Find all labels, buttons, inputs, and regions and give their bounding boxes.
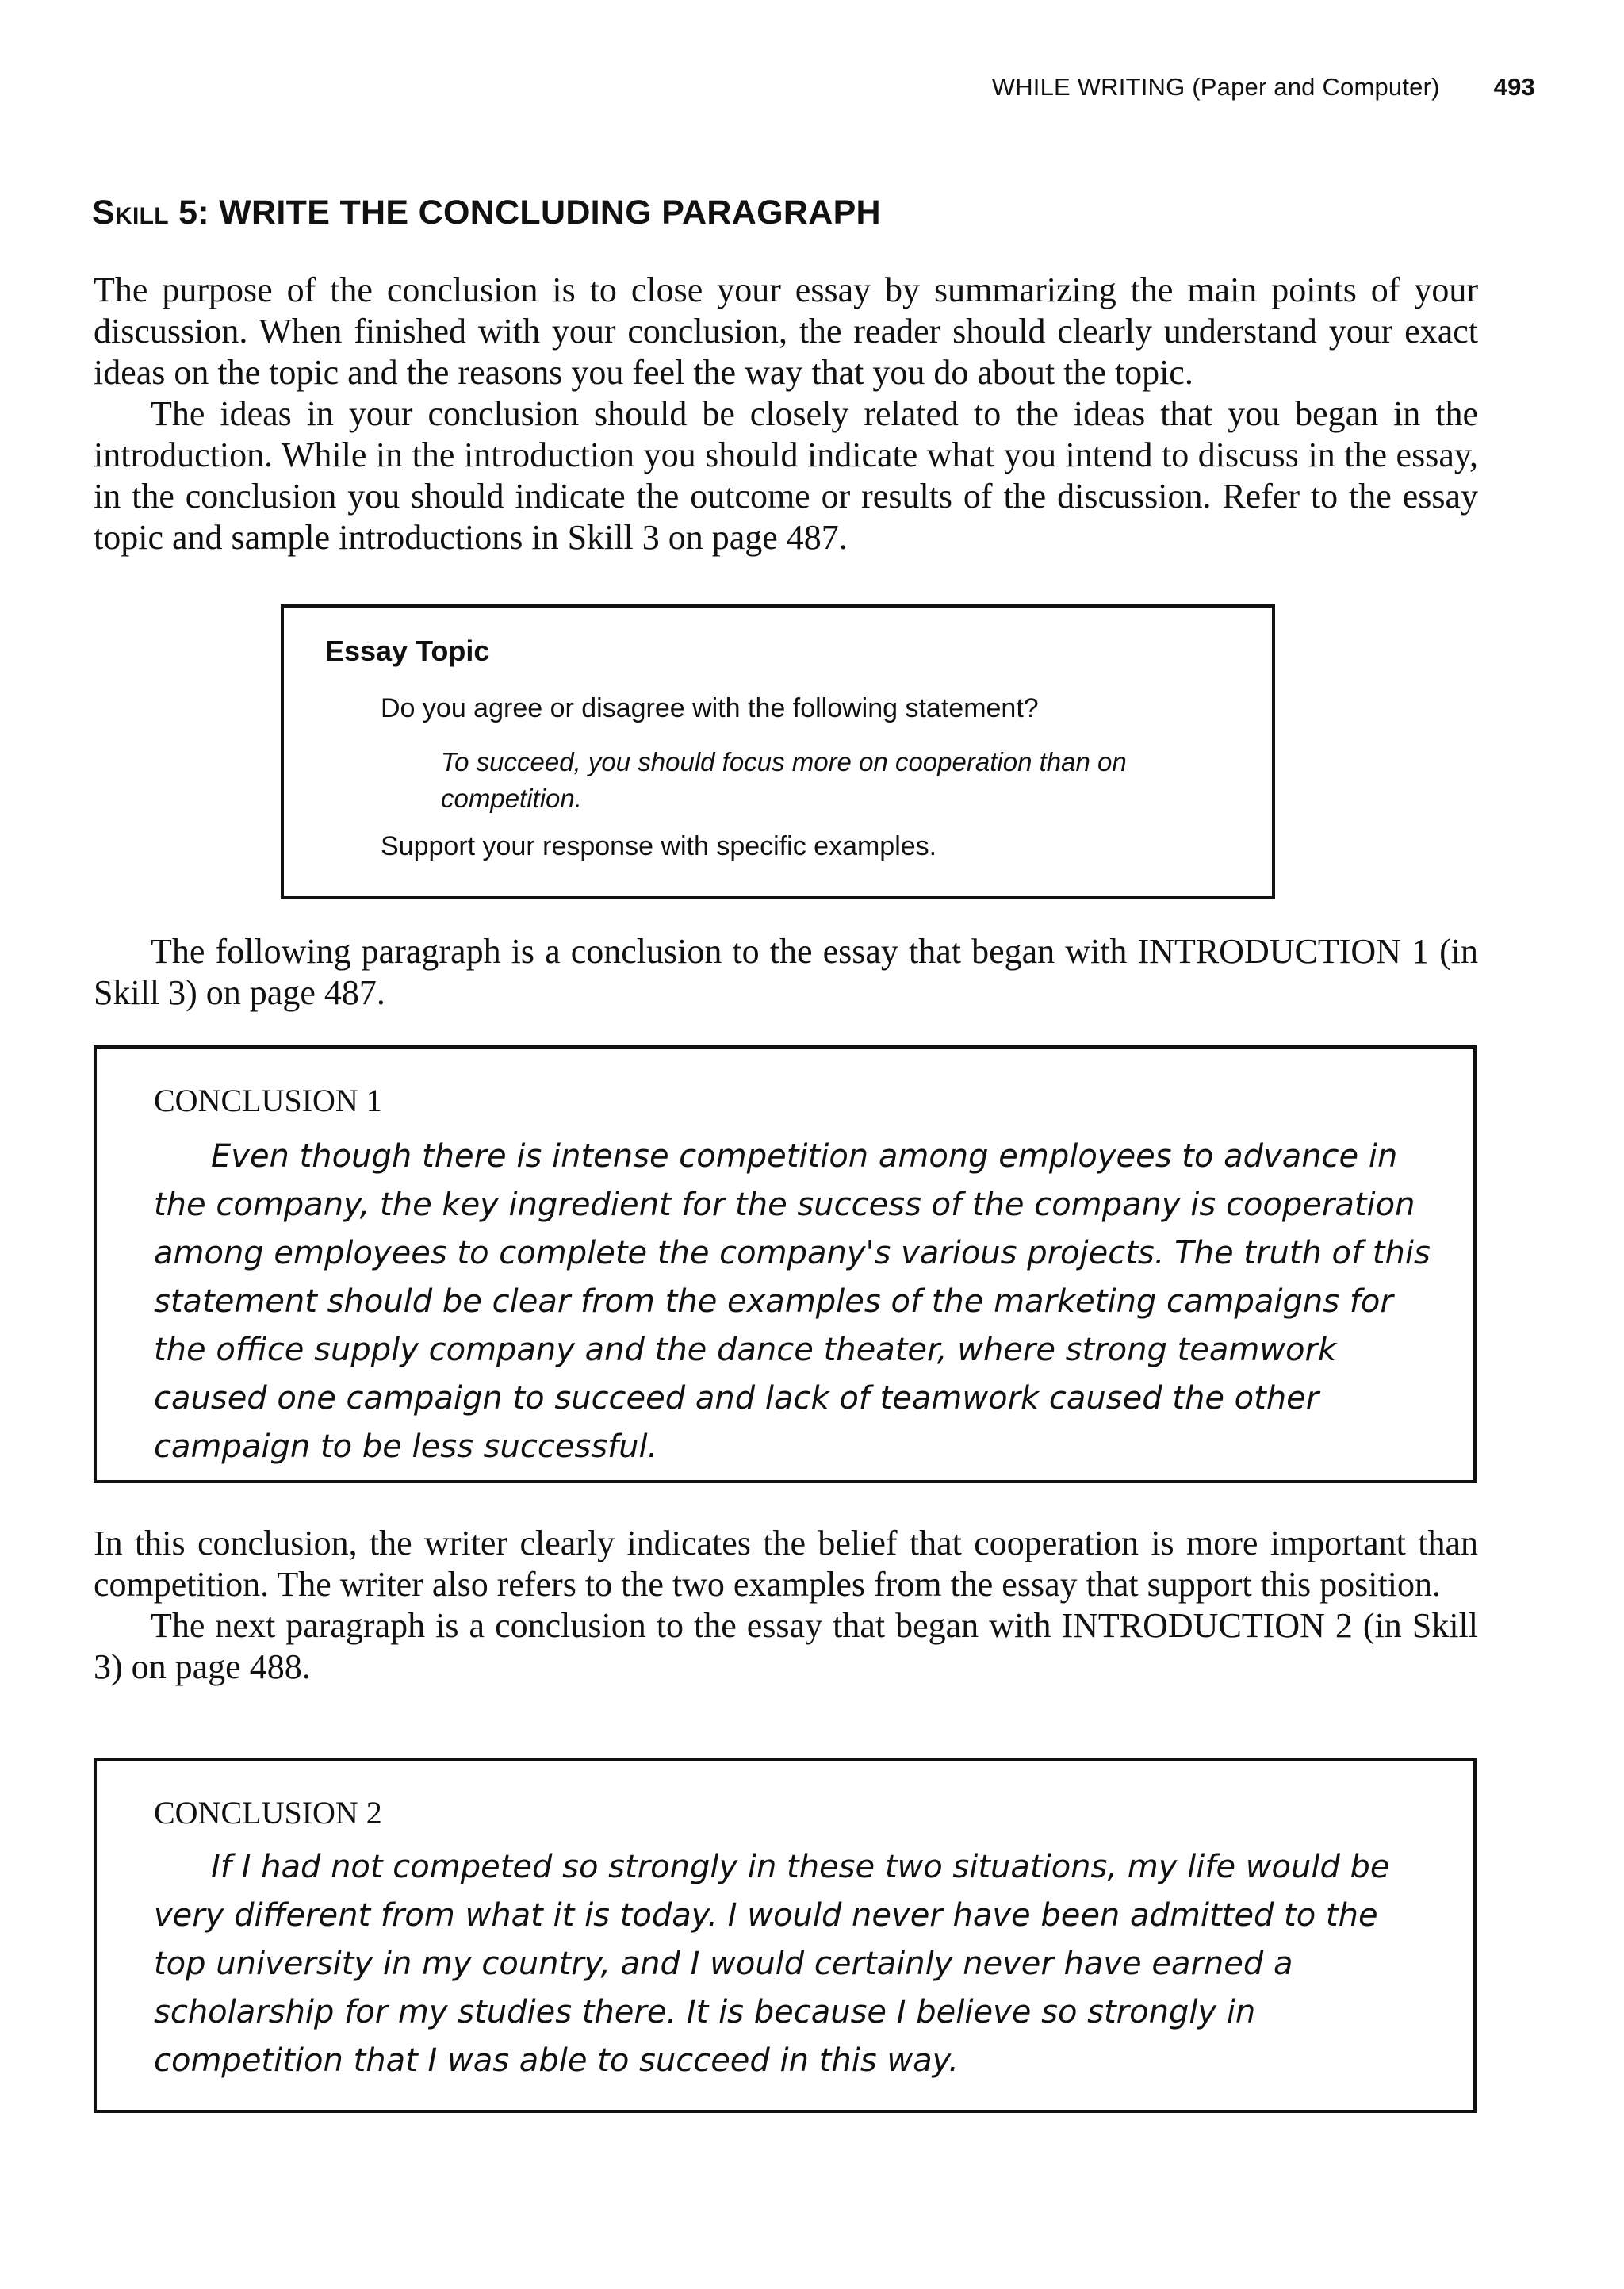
running-header [992,73,1535,102]
intro-paragraph-2: The ideas in your conclusion should be closely related to the ideas that you began in the introduction. While in the introduction you should indicate what you intend to discuss in the essay, in the conclusion you should indicate the outcome or results of the discussion. Refer to the essay topic and sample introductions in Skill 3 on page 487. [94,394,1478,557]
intro-paragraph-1: The purpose of the conclusion is to close your essay by summarizing the main points of your discussion. When finished with your conclusion, the reader should clearly understand your exact ideas on the topic and the reasons you feel the way that you do about the topic. [94,270,1478,392]
conclusion-1-box [94,1045,1477,1483]
page-number: 493 [1493,73,1535,101]
skill-title: WRITE THE CONCLUDING PARAGRAPH [219,194,881,232]
conclusion-1-label: CONCLUSION 1 [154,1083,382,1118]
skill-label: Skill 5: [92,194,209,232]
analysis-paragraph-2: The next paragraph is a conclusion to the essay that began with INTRODUCTION 2 (in Skill 3) on page 488. [94,1606,1478,1686]
essay-topic-title: Essay Topic [325,635,490,667]
running-title: WHILE WRITING (Paper and Computer) [991,73,1440,101]
essay-topic-instruction: Support your response with specific examples. [381,831,937,861]
lead-in-block-1 [94,931,1478,1014]
essay-topic-box [281,604,1275,899]
essay-topic-statement: To succeed, you should focus more on cooperation than on competition. [441,747,1127,813]
section-heading [92,194,881,232]
essay-topic-question: Do you agree or disagree with the following statement? [381,693,1039,723]
conclusion-2-label: CONCLUSION 2 [154,1795,382,1831]
conclusion-2-box [94,1758,1477,2113]
lead-in-paragraph-1: The following paragraph is a conclusion to the essay that began with INTRODUCTION 1 (in Skill 3) on page 487. [94,932,1478,1012]
conclusion-2-text: If I had not competed so strongly in these two situations, my life would be very different from what it is today. I would never have been admitted to the top university in my country, and I would certainly never have earned a scholarship for my studies there. It is because I believe so strongly in competition that I was able to succeed in this way. [154,1849,1390,2079]
conclusion-1-text: Even though there is intense competition among employees to advance in the company, the key ingredient for the success of the company is cooperation among employees to complete the company's various projects. The truth of this statement should be clear from the examples of the marketing campaigns for the office supply company and the dance theater, where strong teamwork caused one campaign to succeed and lack of teamwork caused the other campaign to be less successful. [154,1138,1431,1465]
analysis-text-block [94,1523,1478,1688]
intro-text-block [94,270,1478,558]
analysis-paragraph-1: In this conclusion, the writer clearly indicates the belief that cooperation is more important than competition. The writer also refers to the two examples from the essay that support this position. [94,1524,1478,1604]
